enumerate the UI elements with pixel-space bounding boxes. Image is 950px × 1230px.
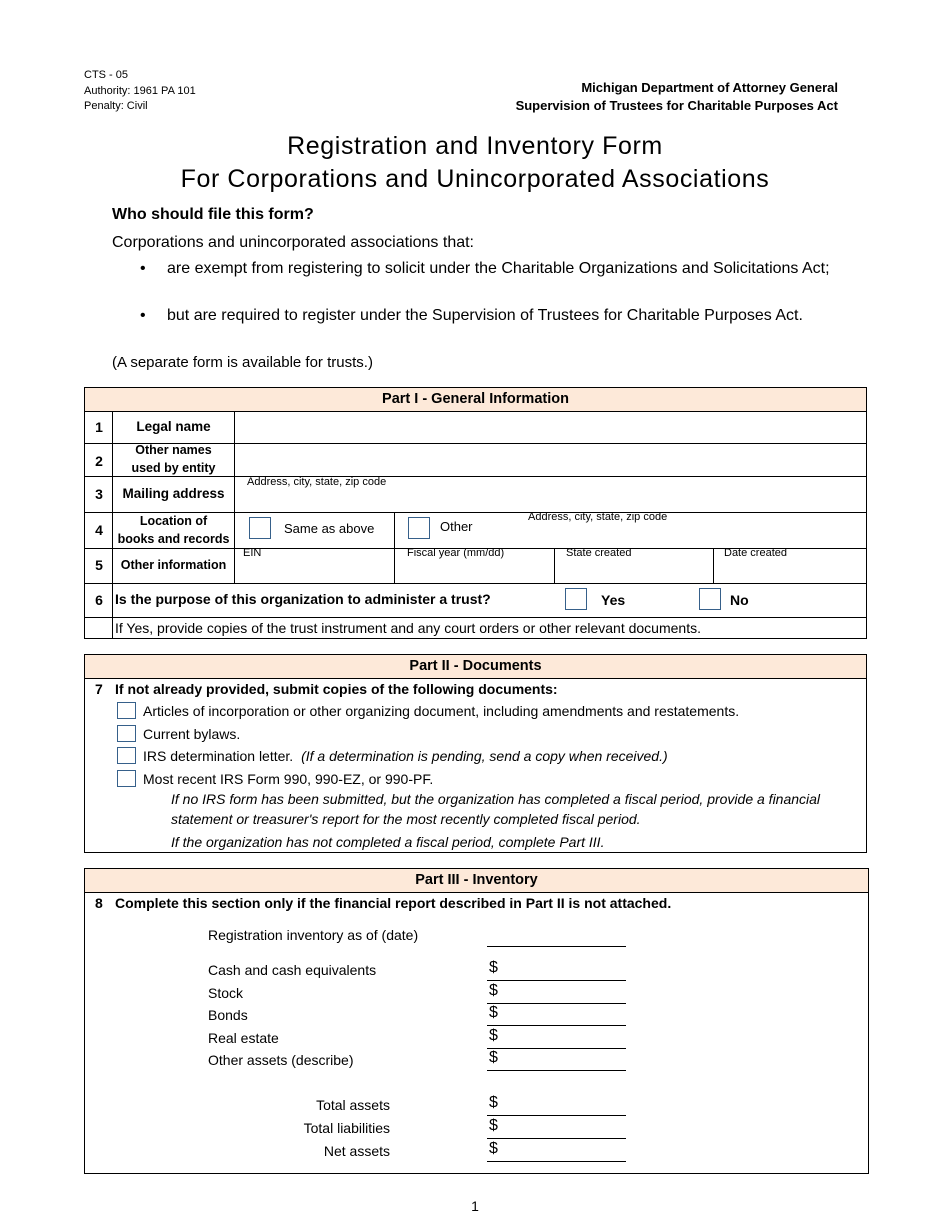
date-created-field[interactable] [715, 562, 865, 582]
same-as-above-checkbox[interactable] [249, 517, 271, 539]
row-number: 8 [95, 895, 103, 911]
trust-question: Is the purpose of this organization to administer a trust? [115, 591, 491, 607]
row-number: 1 [95, 419, 103, 435]
other-names-label-line: Other names [135, 443, 212, 457]
rule [487, 980, 626, 981]
part3-title: Part III - Inventory [85, 869, 868, 893]
form-990-label: Most recent IRS Form 990, 990-EZ, or 990-PF. [143, 771, 434, 787]
fiscal-year-hint: Fiscal year (mm/dd) [407, 547, 505, 559]
row-number: 3 [95, 486, 103, 502]
other-assets-label: Other assets (describe) [208, 1052, 354, 1068]
rule [487, 1138, 626, 1139]
page-number: 1 [471, 1198, 479, 1214]
other-location-checkbox[interactable] [408, 517, 430, 539]
mailing-address-hint: Address, city, state, zip code [247, 476, 387, 488]
bullet-icon: • [140, 307, 146, 324]
real-estate-label: Real estate [208, 1030, 279, 1046]
trust-yes-label: Yes [601, 592, 626, 608]
total-liabilities-field[interactable] [502, 1118, 626, 1137]
total-assets-label: Total assets [316, 1097, 390, 1113]
inventory-date-field[interactable] [487, 926, 626, 945]
financial-note-line2: statement or treasurer's report for the most recently completed fiscal period. [171, 811, 641, 827]
other-address-field[interactable] [480, 526, 865, 547]
currency-symbol: $ [489, 1049, 498, 1066]
books-location-label [113, 512, 234, 548]
total-assets-field[interactable] [502, 1095, 626, 1114]
articles-checkbox[interactable] [117, 702, 136, 719]
other-info-label: Other information [120, 558, 227, 572]
irs-letter-checkbox[interactable] [117, 747, 136, 764]
penalty: Penalty: Civil [84, 100, 148, 112]
rule [487, 1161, 626, 1162]
inventory-instruction: Complete this section only if the financial report described in Part II is not attached. [115, 895, 672, 911]
currency-symbol: $ [489, 1094, 498, 1111]
stock-label: Stock [208, 985, 244, 1001]
trust-note: If Yes, provide copies of the trust instrument and any court orders or other relevant documents. [115, 620, 701, 636]
row-number: 5 [95, 557, 103, 573]
books-location-label-line: books and records [117, 532, 230, 546]
form-code: CTS - 05 [84, 69, 129, 81]
rule [84, 617, 867, 618]
ein-hint: EIN [243, 547, 262, 559]
bullet-1-text: are exempt from registering to solicit under the Charitable Organizations and Solicitations Act; [167, 260, 830, 277]
bylaws-label: Current bylaws. [143, 726, 241, 742]
agency-block [516, 79, 838, 115]
bonds-field[interactable] [502, 1005, 626, 1024]
rule [713, 548, 714, 584]
currency-symbol: $ [489, 982, 498, 999]
currency-symbol: $ [489, 1117, 498, 1134]
total-liabilities-label: Total liabilities [303, 1120, 390, 1136]
documents-instruction: If not already provided, submit copies of the following documents: [115, 681, 558, 697]
financial-note-line1: If no IRS form has been submitted, but the organization has completed a fiscal period, provide a financial [171, 791, 821, 807]
agency-name: Michigan Department of Attorney General [581, 80, 838, 95]
authority: Authority: 1961 PA 101 [84, 84, 196, 97]
rule [84, 583, 867, 584]
mailing-address-field[interactable] [236, 490, 865, 511]
form-meta [84, 68, 196, 115]
ein-field[interactable] [236, 562, 392, 582]
other-address-hint: Address, city, state, zip code [528, 511, 668, 523]
row-number: 2 [95, 453, 103, 469]
part3-section [84, 868, 869, 1174]
trust-no-checkbox[interactable] [699, 588, 721, 610]
irs-letter-note: (If a determination is pending, send a copy when received.) [301, 748, 668, 764]
rule [487, 1048, 626, 1049]
other-names-field[interactable] [236, 445, 865, 475]
rule [487, 1003, 626, 1004]
part2-title: Part II - Documents [85, 655, 866, 679]
irs-letter-label [143, 748, 668, 764]
bylaws-checkbox[interactable] [117, 725, 136, 742]
row-number: 4 [95, 522, 103, 538]
state-created-hint: State created [566, 547, 632, 559]
mailing-address-label: Mailing address [122, 486, 225, 501]
stock-field[interactable] [502, 983, 626, 1002]
row-number: 7 [95, 681, 103, 697]
inventory-date-label: Registration inventory as of (date) [208, 927, 419, 943]
row-number: 6 [95, 592, 103, 608]
cash-field[interactable] [502, 960, 626, 979]
state-created-field[interactable] [556, 562, 711, 582]
currency-symbol: $ [489, 959, 498, 976]
articles-label: Articles of incorporation or other organizing document, including amendments and restatements. [143, 703, 740, 719]
trust-no-label: No [730, 592, 749, 608]
rule [554, 548, 555, 584]
net-assets-label: Net assets [323, 1143, 390, 1159]
other-assets-field[interactable] [502, 1050, 626, 1069]
rule [394, 512, 395, 584]
bullet-icon: • [140, 260, 146, 277]
intro-heading: Who should file this form? [112, 206, 314, 223]
bonds-label: Bonds [208, 1007, 248, 1023]
intro-bullet-1 [140, 257, 837, 280]
legal-name-field[interactable] [236, 413, 865, 442]
form-title: Registration and Inventory Form [287, 132, 663, 160]
same-as-above-label: Same as above [284, 521, 375, 536]
cash-label: Cash and cash equivalents [208, 962, 377, 978]
form-990-checkbox[interactable] [117, 770, 136, 787]
intro-bullet-2 [140, 304, 837, 327]
currency-symbol: $ [489, 1140, 498, 1157]
real-estate-field[interactable] [502, 1028, 626, 1047]
rule [487, 946, 626, 947]
rule [487, 1025, 626, 1026]
act-name: Supervision of Trustees for Charitable Purposes Act [515, 98, 838, 113]
other-names-label [113, 441, 234, 477]
intro-lead: Corporations and unincorporated associations that: [112, 234, 474, 251]
rule [234, 411, 235, 584]
date-created-hint: Date created [724, 547, 787, 559]
rule [487, 1070, 626, 1071]
irs-letter-text: IRS determination letter. [143, 748, 294, 764]
bullet-2-text: but are required to register under the Supervision of Trustees for Charitable Purposes Act. [167, 307, 803, 324]
fiscal-year-field[interactable] [396, 562, 552, 582]
part1-title: Part I - General Information [85, 388, 866, 412]
books-location-label-line: Location of [139, 514, 208, 528]
currency-symbol: $ [489, 1004, 498, 1021]
intro-note: (A separate form is available for trusts.) [112, 354, 373, 371]
rule [487, 1115, 626, 1116]
net-assets-field[interactable] [502, 1141, 626, 1160]
other-location-label: Other [440, 519, 473, 534]
legal-name-label: Legal name [136, 419, 211, 434]
currency-symbol: $ [489, 1027, 498, 1044]
other-names-label-line: used by entity [131, 461, 216, 475]
form-subtitle: For Corporations and Unincorporated Associations [180, 165, 770, 193]
trust-yes-checkbox[interactable] [565, 588, 587, 610]
part3-note: If the organization has not completed a fiscal period, complete Part III. [171, 834, 605, 850]
